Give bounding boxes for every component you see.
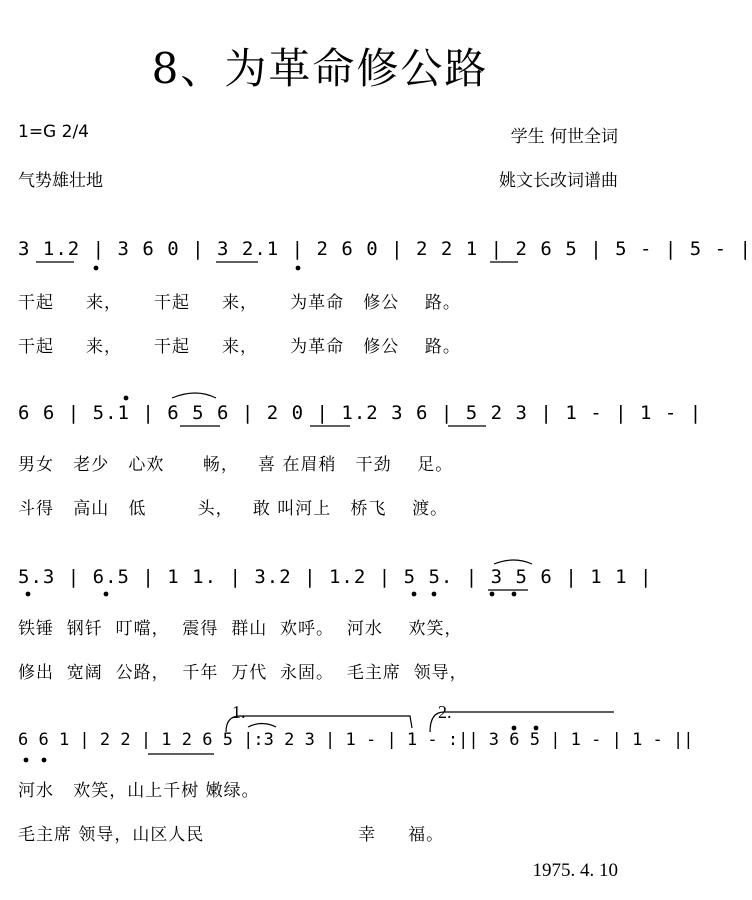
lyricist-credit: 学生 何世全词 — [510, 127, 618, 147]
tie-arc — [494, 560, 532, 564]
score-line-1 — [18, 238, 752, 358]
jianpu-notation: 5.3 | 6.5 | 1 1. | 3.2 | 1.2 | 5 5. | 3 5 6 | 1 1 | — [18, 566, 653, 588]
lyric-verse-2: 修出 宽阔 公路， 千年 万代 永固。 毛主席 领导， — [18, 663, 468, 683]
lyric-verse-2: 毛主席 领导，山区人民 幸 福。 — [18, 825, 445, 845]
key-time-signature: 1=G 2/4 — [18, 122, 89, 142]
expression-marking: 气势雄壮地 — [18, 171, 103, 191]
date-stamp: 1975. 4. 10 — [532, 860, 618, 881]
tie-arc — [248, 724, 276, 728]
jianpu-notation: 6 6 | 5.1 | 6 5 6 | 2 0 | 1.2 3 6 | 5 2 3 | 1 - | 1 - | — [18, 402, 703, 424]
lyric-verse-2: 干起 来， 干起 来， 为革命 修公 路。 — [18, 337, 461, 357]
volta-1-label: 1. — [232, 702, 246, 722]
lyric-verse-2: 斗得 高山 低 头， 敢 叫河上 桥飞 渡。 — [18, 499, 449, 519]
octave-dot-high — [124, 396, 129, 401]
volta-2-bracket — [430, 712, 614, 732]
jianpu-notation: 3 1.2 | 3 6 0 | 3 2.1 | 2 6 0 | 2 2 1 | 2 6 5 | 5 - | 5 - | — [18, 238, 752, 260]
volta-2-label: 2. — [438, 702, 452, 722]
score-line-4 — [18, 730, 694, 850]
lyric-verse-1: 男女 老少 心欢 畅， 喜 在眉稍 干劲 足。 — [18, 455, 454, 475]
score-line-2 — [18, 402, 703, 522]
lyric-verse-1: 铁锤 钢钎 叮噹， 震得 群山 欢呼。 河水 欢笑， — [18, 619, 463, 639]
composer-credit: 姚文长改词谱曲 — [499, 171, 618, 191]
lyric-verse-1: 河水 欢笑，山上千树 嫩绿。 — [18, 781, 260, 801]
tie-arc — [172, 393, 216, 398]
page-title: 8、为革命修公路 — [151, 44, 489, 93]
jianpu-notation: 6 6 1 | 2 2 | 1 2 6 5 |:3 2 3 | 1 - | 1 - :|| 3 6 5 | 1 - | 1 - || — [18, 730, 694, 750]
score-line-3 — [18, 566, 653, 686]
lyric-verse-1: 干起 来， 干起 来， 为革命 修公 路。 — [18, 293, 461, 313]
